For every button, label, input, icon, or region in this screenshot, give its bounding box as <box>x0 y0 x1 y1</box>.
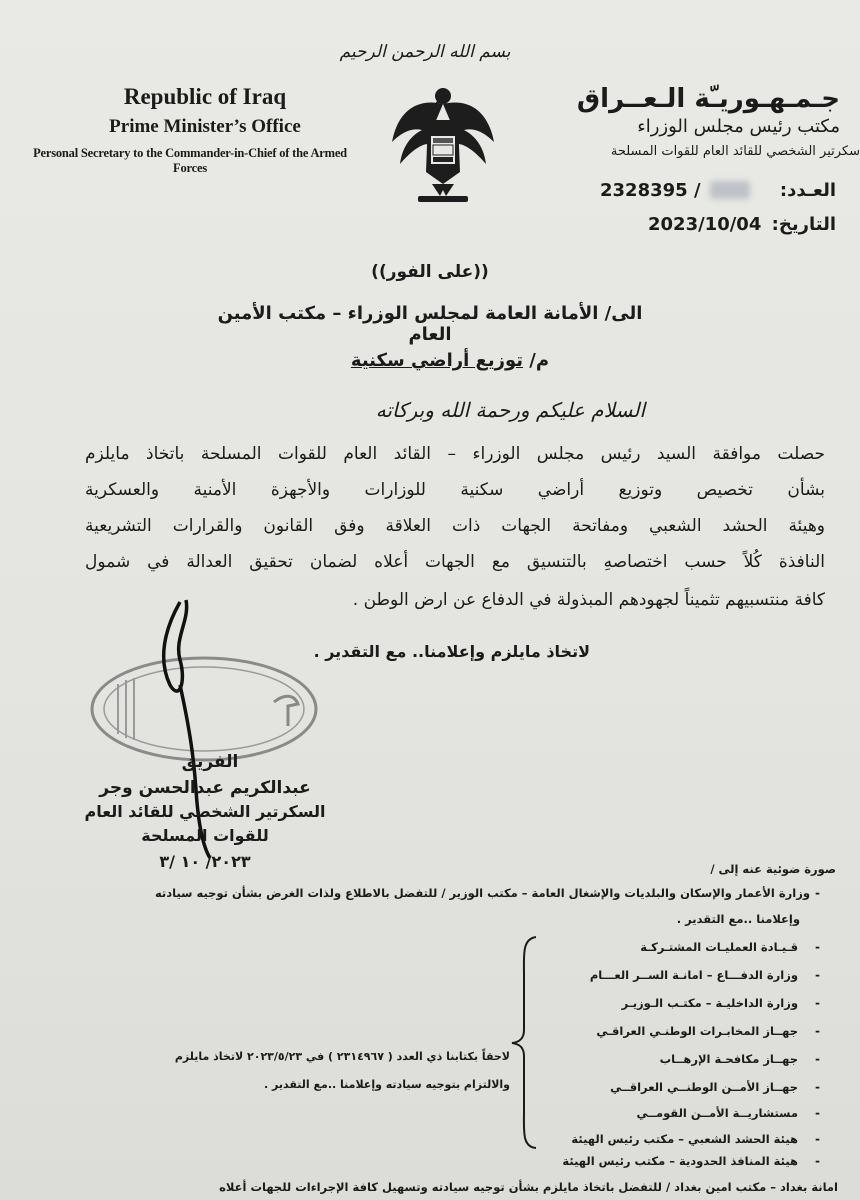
bullet-dash: - <box>815 940 820 954</box>
list-item: مستشاريــة الأمــن القومــي <box>636 1106 798 1120</box>
closing-line: لاتخاذ مايلزم وإعلامنا.. مع التقدير . <box>313 642 590 661</box>
signatory-title: للقوات المسلحة <box>141 826 269 845</box>
bullet-dash: - <box>815 886 820 900</box>
copy-recipient: وزارة الأعمار والإسكان والبلديات والإشغال العامة – مكتب الوزير / للتفضل بالاطلاع ولذات الغرض بشأن توجيه سيادته <box>154 886 810 900</box>
list-item: هيئة المنافذ الحدودية – مكتب رئيس الهيئة <box>562 1154 798 1168</box>
ar-secretary-title: سكرتير الشخصي للقائد العام للقوات المسلحة <box>610 144 860 159</box>
copy-recipient-cont: وإعلامنا ..مع التقدير . <box>676 912 800 926</box>
recipient-line: الى/ الأمانة العامة لمجلس الوزراء – مكتب الأمين العام <box>217 303 643 345</box>
reference-note: لاحقاً بكتابنا ذي العدد ( ٢٣١٤٩٦٧ ) في ٢٠٢٣/٥/٢٣ لاتخاذ مايلزم <box>174 1050 510 1063</box>
list-item: جهــاز مكافحـة الإرهــاب <box>659 1052 798 1066</box>
reference-note: والالتزام بتوجيه سيادته وإعلامنا ..مع التقدير . <box>264 1078 510 1091</box>
copies-label: صورة ضوئية عنه إلى / <box>710 862 836 876</box>
body-line: حصلت موافقة السيد رئيس مجلس الوزراء – القائد العام للقوات المسلحة باتخاذ مايلزم <box>85 444 825 464</box>
bullet-dash: - <box>815 968 820 982</box>
list-item: جهــاز الأمــن الوطنــي العراقــي <box>610 1080 798 1094</box>
subject-line <box>340 350 560 371</box>
en-office-title: Prime Minister’s Office <box>109 116 301 137</box>
body-line: كافة منتسبيهم تثميناً لجهودهم المبذولة في الدفاع عن ارض الوطن . <box>352 590 825 610</box>
greeting: السلام عليكم ورحمة الله وبركاته <box>375 398 645 422</box>
list-item: وزارة الداخليـة – مكتـب الـوزيـر <box>621 996 798 1010</box>
urgency-note: ((على الفور)) <box>371 262 489 282</box>
list-item: قـيـادة العمليـات المشتـركـة <box>640 940 798 954</box>
ar-country-title: جـمـهـوريـّة الـعــراق <box>576 84 840 114</box>
bullet-dash: - <box>815 1080 820 1094</box>
date-label: التاريخ: <box>771 214 836 235</box>
reference-number-value: 2328395 / <box>600 180 701 201</box>
iraq-eagle-emblem <box>388 80 498 210</box>
reference-number-label: العـدد: <box>779 180 836 201</box>
signatory-title: السكرتير الشخصي للقائد العام <box>84 802 326 821</box>
list-item: هيئة الحشد الشعبي – مكتب رئيس الهيئة <box>571 1132 798 1146</box>
bullet-dash: - <box>815 1052 820 1066</box>
copy-recipient-last: امانة بغداد – مكتب امين بغداد / للتفضل باتخاذ مايلزم بشأن توجيه سيادته وتسهيل كافة الإجراءات للجهات أعلاه <box>219 1180 838 1194</box>
grouping-bracket <box>510 935 540 1150</box>
subject-prefix: م/ <box>529 350 550 371</box>
redacted-number <box>710 181 750 199</box>
list-item: جهــاز المخابـرات الوطنـي العراقـي <box>596 1024 798 1038</box>
basmala: بسم الله الرحمن الرحيم <box>339 42 511 62</box>
bullet-dash: - <box>815 1132 820 1146</box>
bullet-dash: - <box>815 1024 820 1038</box>
body-line: وهيئة الحشد الشعبي ومفاتحة الجهات ذات العلاقة وفق القانون والقرارات التشريعية <box>85 516 825 536</box>
subject-text: توزيع أراضي سكنية <box>350 350 524 371</box>
bullet-dash: - <box>815 1154 820 1168</box>
list-item: وزارة الدفـــاع – امانـة الســر العـــام <box>589 968 798 982</box>
signature-date: ٢٠٢٣/ ١٠ /٣ <box>159 852 251 871</box>
bullet-dash: - <box>815 996 820 1010</box>
body-line: النافذة كُلاً حسب اختصاصهِ بالتنسيق مع الجهات أعلاه لضمان تحقيق العدالة في شمول <box>85 552 825 572</box>
en-secretary-title: Personal Secretary to the Commander-in-Chief of the Armed Forces <box>33 146 347 175</box>
bullet-dash: - <box>815 1106 820 1120</box>
en-country-title: Republic of Iraq <box>123 84 287 109</box>
body-line: بشأن تخصيص وتوزيع أراضي سكنية للوزارات والأجهزة الأمنية والعسكرية <box>85 480 825 500</box>
signatory-rank: الفريق <box>181 752 239 772</box>
signatory-name: عبدالكريم عبدالحسن وجر <box>99 778 311 798</box>
date-value: 2023/10/04 <box>648 214 762 235</box>
ar-office-title: مكتب رئيس مجلس الوزراء <box>637 116 840 137</box>
